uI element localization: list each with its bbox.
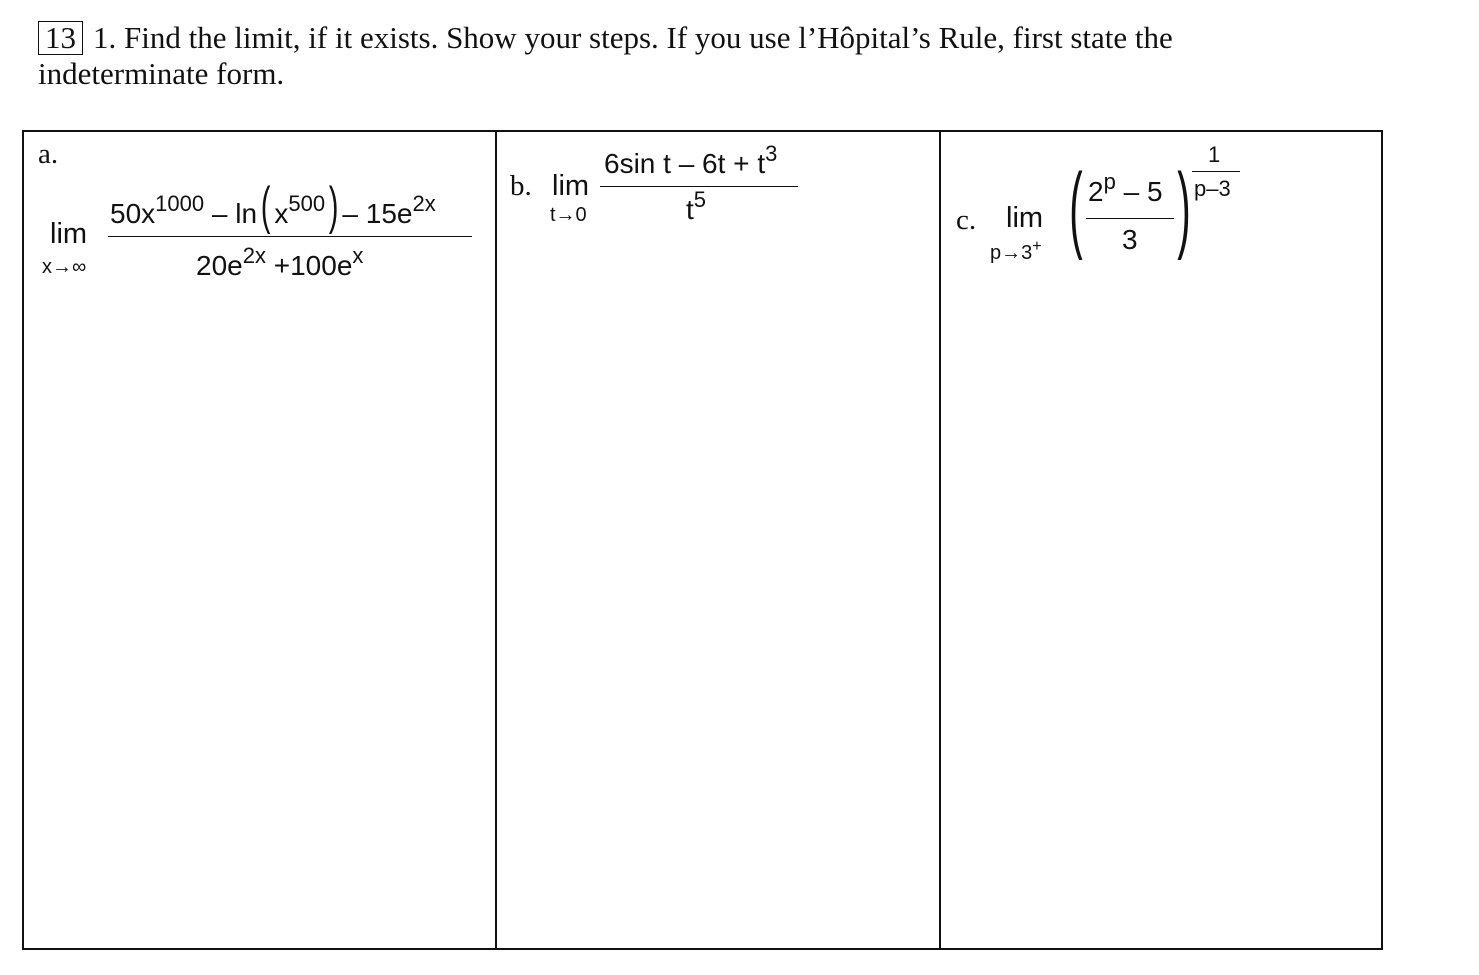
- limit-operator: lim: [50, 218, 88, 250]
- denominator-a: $20e^{2x} +100e^x$: [196, 243, 364, 281]
- limit-operator: lim: [552, 170, 590, 202]
- problem-instructions: [38, 20, 1338, 92]
- problem-b-label: b.: [510, 170, 532, 202]
- numerator-a: $50x^{1000} - \ln$( $x^{500}) - 15e^{2x}$: [110, 177, 436, 235]
- work-area-a[interactable]: [24, 292, 495, 948]
- fraction-bar: [108, 236, 472, 237]
- fraction-bar: [1086, 218, 1174, 219]
- denominator-b: $t^5$: [686, 187, 707, 225]
- instructions-text: 1. Find the limit, if it exists. Show your steps. If you use l’Hôpital’s Rule, first state the indeterminate form.: [38, 20, 1173, 91]
- numerator-c: 2$^p$ – 5: [1088, 169, 1163, 207]
- limit-approach: p→3+: [990, 238, 1042, 264]
- problem-c-label: c.: [956, 204, 977, 236]
- right-paren: ): [1177, 154, 1191, 261]
- numerator-b: 6sin $t - 6t + t^3$: [604, 141, 778, 179]
- exponent-numerator: 1: [1208, 142, 1221, 167]
- answer-grid: [22, 130, 1383, 950]
- limit-operator: lim: [1006, 202, 1044, 234]
- left-paren: (: [1069, 154, 1083, 261]
- points-box: 13: [38, 21, 83, 55]
- exponent-denominator: p–3: [1194, 176, 1231, 201]
- work-area-c[interactable]: [941, 292, 1381, 948]
- work-area-b[interactable]: [497, 292, 939, 948]
- limit-approach: x→∞: [42, 256, 87, 278]
- exponent-fraction-bar: [1192, 171, 1240, 172]
- limit-approach: t→0: [550, 204, 587, 226]
- denominator-c: 3: [1122, 224, 1138, 255]
- problem-a-label: a.: [38, 138, 59, 170]
